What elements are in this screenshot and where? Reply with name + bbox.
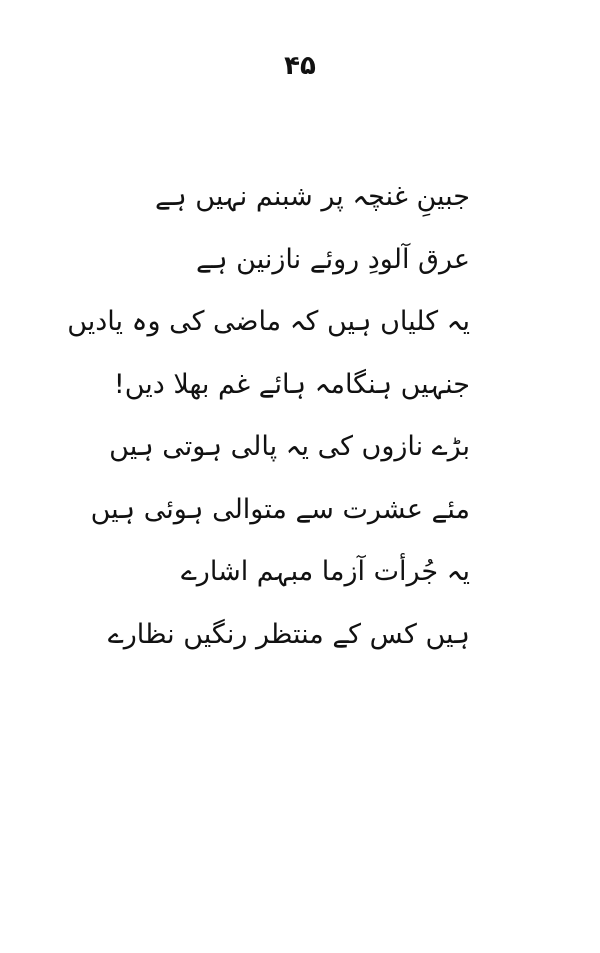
verse-line: ہیں کس کے منتظر رنگیں نظارے (107, 618, 470, 650)
poem-block (67, 172, 470, 672)
verse-line: یہ کلیاں ہیں کہ ماضی کی وہ یادیں (67, 306, 470, 337)
verse-line: جنہیں ہنگامہ ہائے غم بھلا دیں! (113, 368, 470, 400)
verse-line: جبینِ غنچہ پر شبنم نہیں ہے (155, 181, 470, 212)
verse-line: بڑے نازوں کی یہ پالی ہوتی ہیں (109, 431, 470, 462)
verse-line: عرق آلودِ روئے نازنین ہے (195, 243, 470, 275)
verse-line: مئے عشرت سے متوالی ہوئی ہیں (90, 493, 470, 525)
page-number: ۴۵ (284, 51, 316, 81)
verse-line: یہ جُرأت آزما مبہم اشارے (180, 556, 470, 587)
